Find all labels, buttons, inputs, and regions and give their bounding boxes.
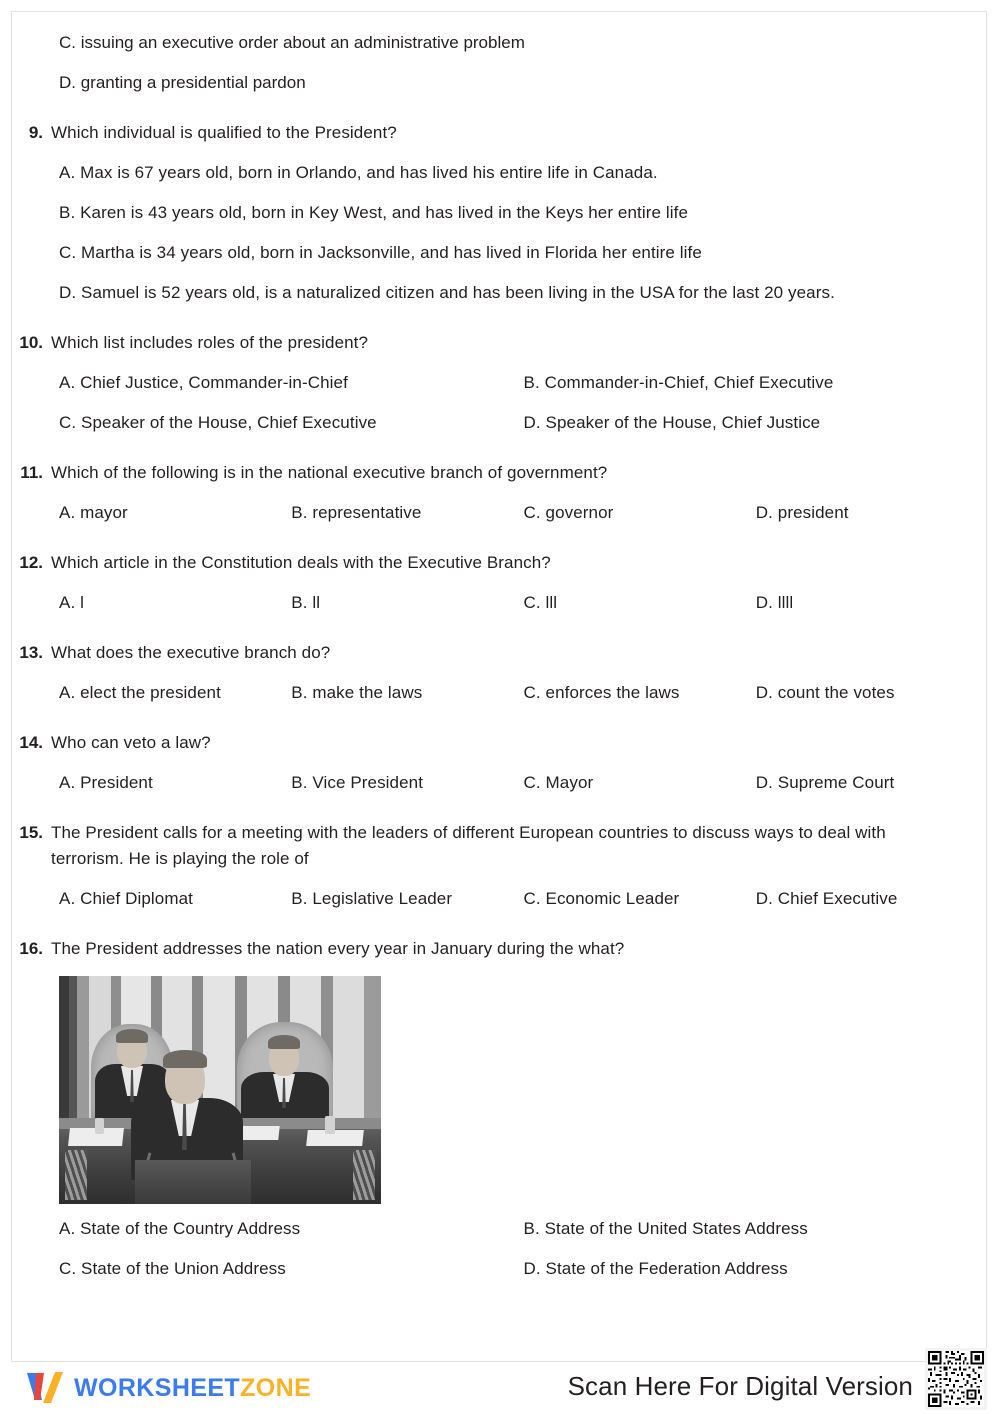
spacer — [59, 226, 988, 240]
option-d[interactable]: D. llll — [755, 593, 794, 612]
question-15 — [12, 820, 988, 912]
option-a[interactable]: A. l — [59, 593, 84, 612]
option-a[interactable]: A. President — [59, 773, 153, 792]
spacer — [12, 436, 988, 450]
question-13-heading — [12, 640, 988, 666]
option-d[interactable]: D. Supreme Court — [755, 773, 895, 792]
option-b[interactable]: B. Vice President — [291, 773, 424, 792]
spacer — [12, 356, 988, 370]
option-c[interactable]: C. State of the Union Address — [59, 1259, 286, 1278]
question-10-options-row2 — [12, 410, 988, 436]
question-9-number: 9. — [28, 123, 43, 142]
question-15-text: The President calls for a meeting with the leaders of different European countries to discuss ways to deal with terrorism. He is playing the role of — [51, 823, 886, 868]
spacer — [12, 666, 988, 680]
spacer — [12, 616, 988, 630]
option-d[interactable]: D. Chief Executive — [755, 889, 898, 908]
option-c[interactable]: C. Mayor — [523, 773, 594, 792]
spacer — [59, 266, 988, 280]
option-c[interactable]: C. lll — [523, 593, 558, 612]
option-b[interactable]: B. ll — [291, 593, 321, 612]
question-13-number: 13. — [19, 643, 43, 662]
question-10-heading — [12, 330, 988, 356]
question-15-heading — [12, 820, 988, 872]
spacer — [12, 110, 988, 120]
question-12 — [12, 550, 988, 616]
question-11 — [12, 460, 988, 526]
option-b[interactable]: B. Commander-in-Chief, Chief Executive — [523, 373, 834, 392]
spacer — [12, 450, 988, 460]
question-15-number: 15. — [19, 823, 43, 842]
question-14-heading — [12, 730, 988, 756]
spacer — [12, 306, 988, 320]
spacer — [59, 186, 988, 200]
spacer — [12, 56, 988, 70]
question-10-number: 10. — [19, 333, 43, 352]
option-c[interactable]: C. enforces the laws — [523, 683, 680, 702]
spacer — [12, 486, 988, 500]
option-a[interactable]: A. Chief Justice, Commander-in-Chief — [59, 373, 348, 392]
option-d[interactable]: D. count the votes — [755, 683, 895, 702]
question-12-options — [12, 590, 988, 616]
option-a[interactable]: A. mayor — [59, 503, 128, 522]
option-c[interactable]: C. governor — [523, 503, 614, 522]
question-14-text: Who can veto a law? — [51, 733, 211, 752]
option-d[interactable]: D. State of the Federation Address — [523, 1259, 788, 1278]
option-c[interactable]: C. Economic Leader — [523, 889, 680, 908]
photo-papers-right — [306, 1130, 364, 1146]
spacer — [12, 720, 988, 730]
photo-flag-right — [353, 1150, 375, 1200]
question-16-image-wrapper — [12, 962, 988, 1216]
question-11-text: Which of the following is in the national executive branch of government? — [51, 463, 608, 482]
photo-flag-left — [65, 1150, 87, 1200]
brand-word-worksheet: WORKSHEET — [74, 1373, 241, 1402]
spacer — [12, 576, 988, 590]
question-11-options — [12, 500, 988, 526]
scan-instruction-text: Scan Here For Digital Version — [567, 1371, 913, 1401]
option-a[interactable]: A. State of the Country Address — [59, 1219, 301, 1238]
photo-podium — [135, 1160, 251, 1204]
option-d[interactable]: D. Speaker of the House, Chief Justice — [523, 413, 821, 432]
question-10 — [12, 330, 988, 436]
option-c[interactable]: C. Martha is 34 years old, born in Jacksonville, and has lived in Florida her entire life — [59, 243, 702, 262]
spacer — [12, 926, 988, 936]
option-a[interactable]: A. elect the president — [59, 683, 221, 702]
question-9-text: Which individual is qualified to the President? — [51, 123, 397, 142]
option-c[interactable]: C. Speaker of the House, Chief Executive — [59, 413, 377, 432]
spacer — [12, 796, 988, 810]
spacer — [12, 810, 988, 820]
option-b[interactable]: B. Legislative Leader — [291, 889, 453, 908]
photo-hair — [268, 1035, 300, 1049]
worksheet-zone-wordmark — [74, 1374, 311, 1403]
worksheet-zone-mark-icon — [25, 1370, 65, 1406]
question-11-number: 11. — [20, 463, 43, 482]
worksheet-zone-logo[interactable] — [25, 1370, 311, 1406]
continued-options-group — [12, 30, 988, 96]
question-10-text: Which list includes roles of the president? — [51, 333, 369, 352]
option-b[interactable]: B. Karen is 43 years old, born in Key West, and has lived in the Keys her entire life — [59, 203, 689, 222]
question-14-options — [12, 770, 988, 796]
question-11-heading — [12, 460, 988, 486]
option-a[interactable]: A. Max is 67 years old, born in Orlando, and has lived his entire life in Canada. — [59, 163, 658, 182]
question-13-text: What does the executive branch do? — [51, 643, 331, 662]
spacer — [12, 912, 988, 926]
question-16-text: The President addresses the nation every year in January during the what? — [51, 939, 625, 958]
question-15-options — [12, 886, 988, 912]
question-16-options — [12, 1216, 988, 1242]
continued-option: D. granting a presidential pardon — [59, 73, 306, 92]
question-12-heading — [12, 550, 988, 576]
photo-glass-right — [325, 1116, 335, 1134]
question-12-text: Which article in the Constitution deals with the Executive Branch? — [51, 553, 551, 572]
worksheet-content — [12, 12, 988, 1282]
question-9 — [12, 120, 988, 306]
spacer — [12, 1242, 988, 1256]
option-b[interactable]: B. representative — [291, 503, 422, 522]
option-b[interactable]: B. State of the United States Address — [523, 1219, 808, 1238]
question-10-options — [12, 370, 988, 396]
question-14-number: 14. — [19, 733, 43, 752]
spacer — [12, 872, 988, 886]
question-16-number: 16. — [19, 939, 43, 958]
question-16-heading — [12, 936, 988, 962]
spacer — [12, 630, 988, 640]
continued-option: C. issuing an executive order about an administrative problem — [59, 33, 525, 52]
qr-code[interactable] — [925, 1348, 987, 1410]
question-13 — [12, 640, 988, 706]
page-footer — [11, 1366, 987, 1414]
question-13-options — [12, 680, 988, 706]
spacer — [12, 706, 988, 720]
spacer — [12, 320, 988, 330]
question-12-number: 12. — [19, 553, 43, 572]
spacer — [12, 396, 988, 410]
option-b[interactable]: B. make the laws — [291, 683, 423, 702]
spacer — [12, 146, 988, 160]
option-d[interactable]: D. president — [755, 503, 849, 522]
worksheet-page — [11, 11, 987, 1362]
question-16-options-row2 — [12, 1256, 988, 1282]
state-of-the-union-photo — [59, 976, 381, 1204]
photo-hair — [163, 1050, 207, 1068]
photo-glass-left — [95, 1118, 104, 1134]
question-9-options — [12, 160, 988, 306]
spacer — [12, 526, 988, 540]
question-9-heading — [12, 120, 988, 146]
brand-word-zone: ZONE — [240, 1373, 312, 1402]
photo-hair — [116, 1029, 148, 1043]
spacer — [12, 540, 988, 550]
question-16 — [12, 936, 988, 1282]
option-a[interactable]: A. Chief Diplomat — [59, 889, 193, 908]
option-d[interactable]: D. Samuel is 52 years old, is a naturalized citizen and has been living in the USA for the last 20 years. — [59, 283, 835, 302]
spacer — [12, 96, 988, 110]
spacer — [12, 756, 988, 770]
question-14 — [12, 730, 988, 796]
